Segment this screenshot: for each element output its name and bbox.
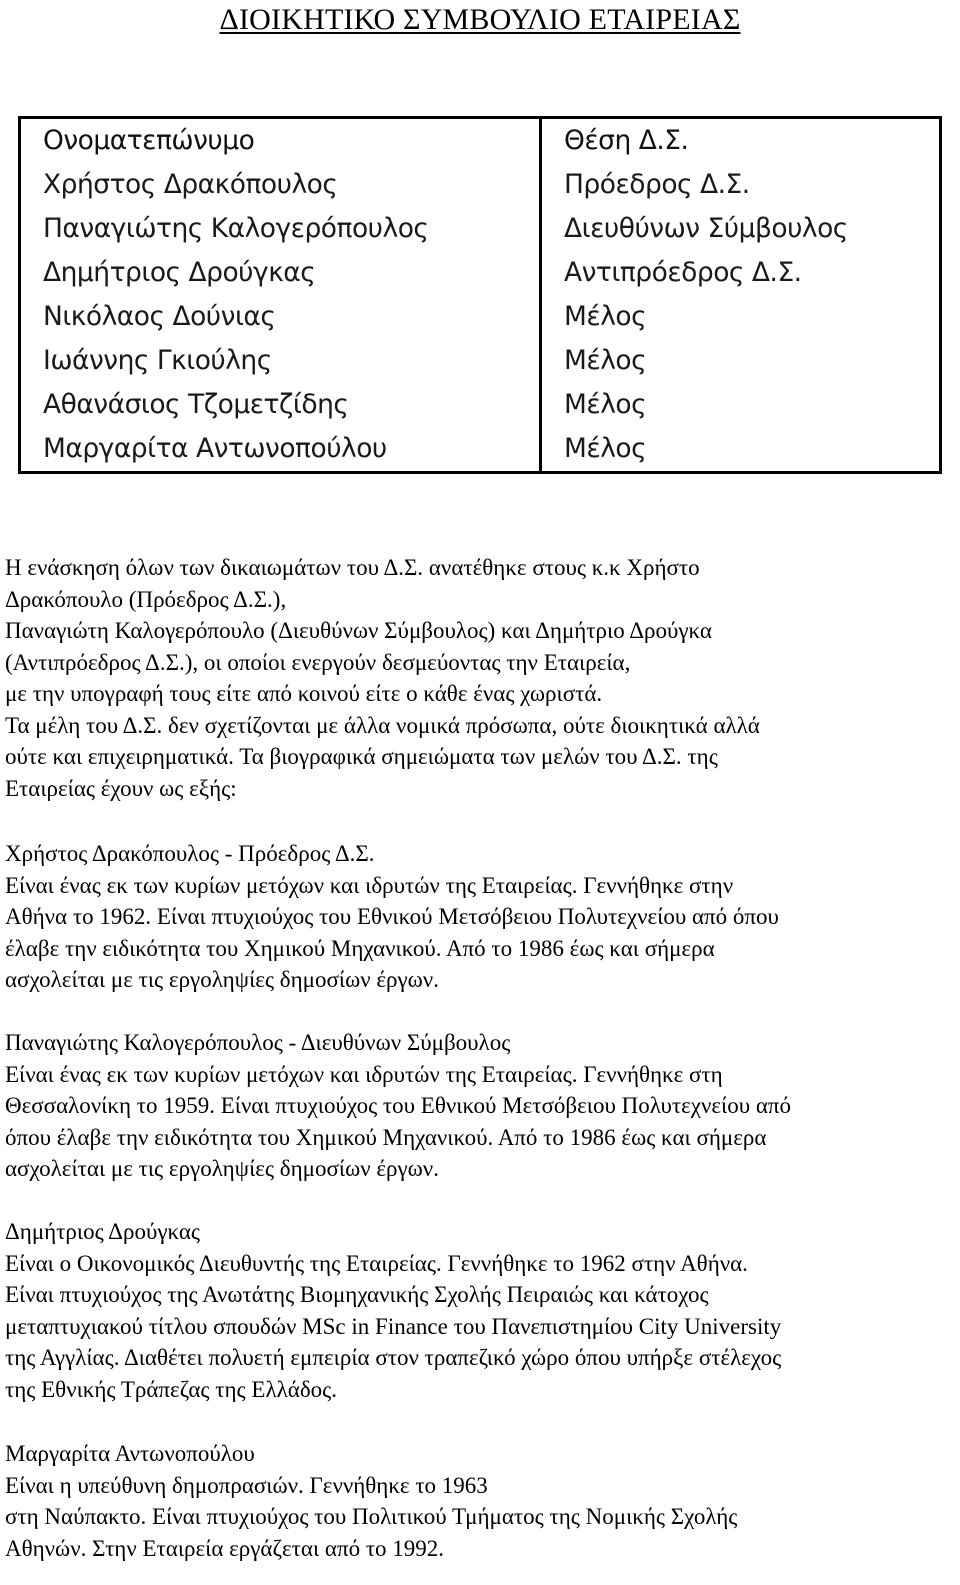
member-name: Αθανάσιος Τζομετζίδης	[20, 383, 541, 427]
intro-line: Δρακόπουλο (Πρόεδρος Δ.Σ.),	[5, 586, 287, 612]
bio-line: της Αγγλίας. Διαθέτει πολυετή εμπειρία στον τραπεζικό χώρο όπου υπήρξε στέλεχος	[5, 1345, 782, 1370]
bio-dimitrios-drougkas	[5, 1216, 955, 1405]
page-title: ΔΙΟΙΚΗΤΙΚΟ ΣΥΜΒΟΥΛΙΟ ΕΤΑΙΡΕΙΑΣ	[219, 3, 741, 36]
bio-line: έλαβε την ειδικότητα του Χημικού Μηχανικού. Από το 1986 έως και σήμερα	[5, 935, 715, 961]
bio-line: Είναι πτυχιούχος της Ανωτάτης Βιομηχανικής Σχολής Πειραιώς και κάτοχος	[5, 1282, 709, 1307]
bio-heading: Δημήτριος Δρούγκας	[5, 1219, 201, 1244]
board-members-table	[18, 116, 942, 474]
bio-line: ασχολείται με τις εργοληψίες δημοσίων έργων.	[5, 967, 439, 992]
member-role: Μέλος	[564, 301, 647, 332]
member-role: Μέλος	[564, 433, 647, 464]
bio-line: στη Ναύπακτο. Είναι πτυχιούχος του Πολιτικού Τμήματος της Νομικής Σχολής	[5, 1504, 738, 1529]
intro-line: Παναγιώτη Καλογερόπουλο (Διευθύνων Σύμβουλος) και Δημήτριο Δρούγκα	[5, 618, 712, 643]
member-role: Διευθύνων Σύμβουλος	[564, 213, 848, 244]
member-name: Δημήτριος Δρούγκας	[20, 251, 541, 295]
intro-line: ούτε και επιχειρηματικά. Τα βιογραφικά σημειώματα των μελών του Δ.Σ. της	[5, 744, 718, 769]
intro-line: Η ενάσκηση όλων των δικαιωμάτων του Δ.Σ. ανατέθηκε στους κ.κ Χρήστο	[5, 555, 700, 580]
member-name: Παναγιώτης Καλογερόπουλος	[20, 207, 541, 251]
intro-paragraph	[5, 552, 955, 804]
member-name: Χρήστος Δρακόπουλος	[20, 163, 541, 207]
member-name: Νικόλαος Δούνιας	[20, 295, 541, 339]
bio-line: Θεσσαλονίκη το 1959. Είναι πτυχιούχος του Εθνικού Μετσόβειου Πολυτεχνείου από	[5, 1093, 792, 1118]
bio-line: όπου έλαβε την ειδικότητα του Χημικού Μηχανικού. Από το 1986 έως και σήμερα	[5, 1124, 767, 1150]
table-row	[20, 163, 941, 207]
bio-line: Είναι η υπεύθυνη δημοπρασιών. Γεννήθηκε το 1963	[5, 1472, 488, 1498]
table-row	[20, 295, 941, 339]
header-role: Θέση Δ.Σ.	[564, 125, 689, 156]
member-name: Ιωάννης Γκιούλης	[20, 339, 541, 383]
bio-panagiotis-kalogeropoulos	[5, 1027, 955, 1185]
table-row	[20, 427, 941, 473]
bio-line: Αθήνα το 1962. Είναι πτυχιούχος του Εθνικού Μετσόβειου Πολυτεχνείου από όπου	[5, 904, 779, 929]
bio-line: Είναι ο Οικονομικός Διευθυντής της Εταιρείας. Γεννήθηκε το 1962 στην Αθήνα.	[5, 1250, 748, 1276]
intro-line: με την υπογραφή τους είτε από κοινού είτε ο κάθε ένας χωριστά.	[5, 681, 603, 706]
bio-heading: Μαργαρίτα Αντωνοπούλου	[5, 1441, 255, 1466]
bio-line: της Εθνικής Τράπεζας της Ελλάδος.	[5, 1376, 338, 1402]
bio-line: ασχολείται με τις εργοληψίες δημοσίων έργων.	[5, 1156, 439, 1181]
member-role: Πρόεδρος Δ.Σ.	[564, 169, 750, 200]
member-name: Μαργαρίτα Αντωνοπούλου	[20, 427, 541, 473]
table-row	[20, 207, 941, 251]
bio-line: Είναι ένας εκ των κυρίων μετόχων και ιδρυτών της Εταιρείας. Γεννήθηκε στην	[5, 872, 734, 898]
member-role: Αντιπρόεδρος Δ.Σ.	[564, 257, 802, 288]
intro-line: Τα μέλη του Δ.Σ. δεν σχετίζονται με άλλα νομικά πρόσωπα, ούτε διοικητικά αλλά	[5, 712, 760, 738]
bio-christos-drakopoulos	[5, 838, 955, 996]
intro-line: Εταιρείας έχουν ως εξής:	[5, 775, 237, 801]
bio-heading: Παναγιώτης Καλογερόπουλος - Διευθύνων Σύμβουλος	[5, 1030, 511, 1055]
bio-line: Είναι ένας εκ των κυρίων μετόχων και ιδρυτών της Εταιρείας. Γεννήθηκε στη	[5, 1061, 723, 1087]
bio-line: Αθηνών. Στην Εταιρεία εργάζεται από το 1992.	[5, 1535, 445, 1561]
table-row	[20, 251, 941, 295]
member-role: Μέλος	[564, 345, 647, 376]
table-row	[20, 339, 941, 383]
intro-line: (Αντιπρόεδρος Δ.Σ.), οι οποίοι ενεργούν δεσμεύοντας την Εταιρεία,	[5, 649, 631, 675]
bio-margarita-antonopoulou	[5, 1438, 955, 1564]
header-name: Ονοματεπώνυμο	[20, 118, 541, 164]
table-row	[20, 383, 941, 427]
bio-line: μεταπτυχιακού τίτλου σπουδών MSc in Finance του Πανεπιστημίου City University	[5, 1313, 782, 1339]
table-header-row	[20, 118, 941, 164]
member-role: Μέλος	[564, 389, 647, 420]
bio-heading: Χρήστος Δρακόπουλος - Πρόεδρος Δ.Σ.	[5, 841, 375, 866]
